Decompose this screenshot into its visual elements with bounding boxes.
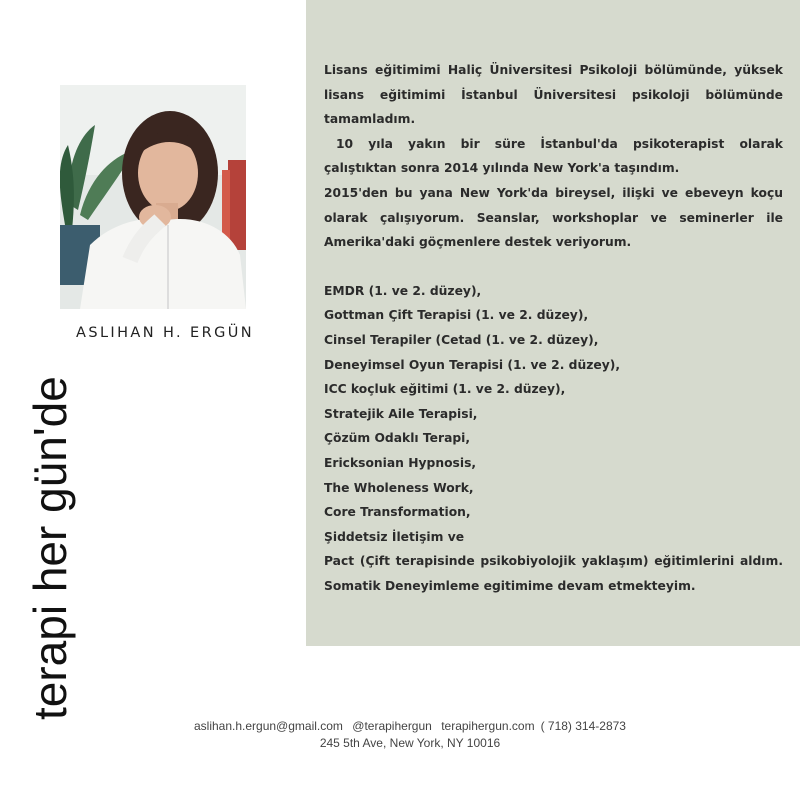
email-link[interactable]: aslihan.h.ergun@gmail.com: [194, 719, 343, 733]
address: 245 5th Ave, New York, NY 10016: [319, 736, 501, 750]
training-item: Core Transformation,: [324, 505, 471, 520]
training-item: Cinsel Terapiler (Cetad (1. ve 2. düzey),: [324, 332, 599, 347]
website-link[interactable]: terapihergun.com: [441, 719, 535, 733]
person-name: ASLIHAN H. ERGÜN: [76, 325, 254, 341]
training-item: Deneyimsel Oyun Terapisi (1. ve 2. düzey),: [324, 357, 621, 372]
training-item: ICC koçluk eğitimi (1. ve 2. düzey),: [324, 382, 566, 397]
training-item: Stratejik Aile Terapisi,: [324, 406, 478, 421]
closing-paragraph: Pact (Çift terapisinde psikobiyolojik yaklaşım) eğitimlerini aldım. Somatik Deneyimleme egitimime devam etmekteyim.: [324, 554, 783, 593]
portrait-photo: [60, 85, 246, 309]
training-item: EMDR (1. ve 2. düzey),: [324, 283, 482, 298]
bio-text: [324, 58, 783, 598]
bio-paragraph: 2015'den bu yana New York'da bireysel, ilişki ve ebeveyn koçu olarak çalışıyorum. Seanslar, workshoplar ve seminerler ile Amerika'daki göçmenlere destek veriyorum.: [324, 185, 783, 250]
training-list: [324, 279, 783, 550]
training-item: Çözüm Odaklı Terapi,: [324, 431, 471, 446]
brand-title: terapi her gün'de: [24, 376, 76, 720]
contact-footer: [150, 718, 670, 752]
instagram-handle[interactable]: @terapihergun: [352, 719, 432, 733]
contact-line: [150, 718, 670, 735]
training-item: The Wholeness Work,: [324, 480, 474, 495]
training-item: Gottman Çift Terapisi (1. ve 2. düzey),: [324, 308, 589, 323]
bio-paragraph: 10 yıla yakın bir süre İstanbul'da psikoterapist olarak çalıştıktan sonra 2014 yılında New York'a taşındım.: [324, 136, 783, 176]
training-item: Şiddetsiz İletişim ve: [324, 529, 465, 544]
spacer: [324, 255, 783, 279]
portrait-illustration: [60, 85, 246, 309]
training-item: Ericksonian Hypnosis,: [324, 455, 477, 470]
phone-number: ( 718) 314-2873: [540, 719, 626, 733]
bio-paragraph: Lisans eğitimimi Haliç Üniversitesi Psikoloji bölümünde, yüksek lisans eğitimimi İstanbul Üniversitesi psikoloji bölümünde tamamladım.: [324, 63, 783, 127]
